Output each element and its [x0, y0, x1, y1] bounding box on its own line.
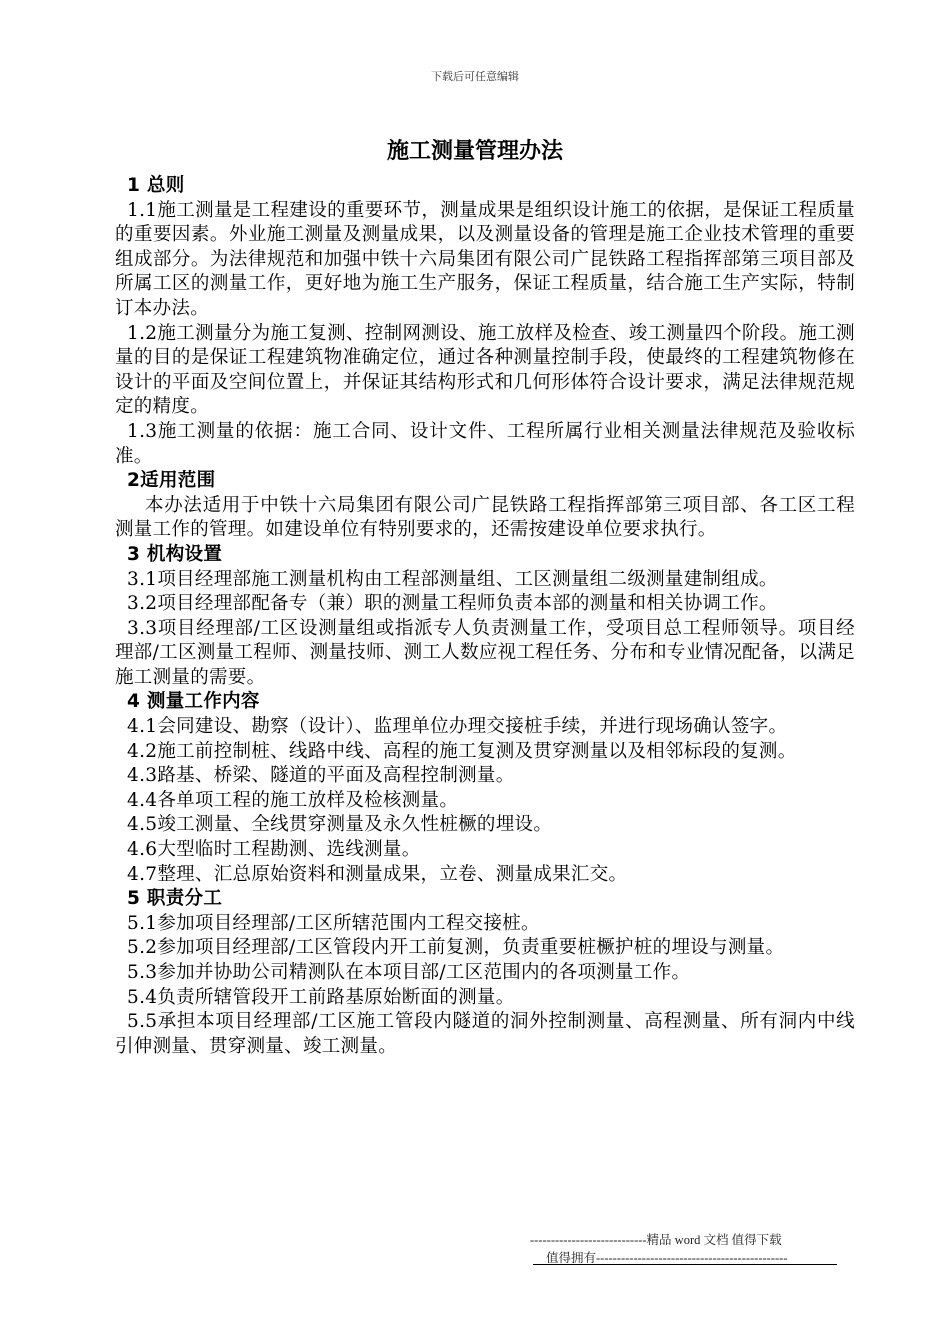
section-heading: 1 总则: [127, 175, 185, 196]
paragraph: 5.2参加项目经理部/工区管段内开工前复测，负责重要桩橛护桩的埋设与测量。: [127, 937, 785, 959]
paragraph: 5.1参加项目经理部/工区所辖范围内工程交接桩。: [127, 912, 540, 934]
page-header: 下载后可任意编辑: [431, 70, 519, 83]
paragraph: 5.4负责所辖管段开工前路基原始断面的测量。: [127, 986, 515, 1008]
paragraph: 1.1施工测量是工程建设的重要环节，测量成果是组织设计施工的依据，是保证工程质量的重要因素。外业施工测量及测量成果，以及测量设备的管理是施工企业技术管理的重要组成部分。为法律规范和加强中铁十六局集团有限公司广昆铁路工程指挥部第三项目部及所属工区的测量工作，更好地为施工生产服务，保证工程质量，结合施工生产实际，特制订本办法。: [115, 199, 855, 319]
paragraph: 4.1会同建设、勘察（设计）、监理单位办理交接桩手续，并进行现场确认签字。: [127, 716, 788, 738]
paragraph: 4.5竣工测量、全线贯穿测量及永久性桩橛的埋设。: [127, 814, 553, 836]
paragraph: 4.4各单项工程的施工放样及检核测量。: [127, 789, 459, 811]
paragraph: 5.5承担本项目经理部/工区施工管段内隧道的洞外控制测量、高程测量、所有洞内中线引伸测量、贯穿测量、竣工测量。: [115, 1011, 855, 1057]
paragraph: 5.3参加并协助公司精测队在本项目部/工区范围内的各项测量工作。: [127, 962, 691, 983]
paragraph: 4.2施工前控制桩、线路中线、高程的施工复测及贯穿测量以及相邻标段的复测。: [127, 740, 797, 762]
paragraph: 3.2项目经理部配备专（兼）职的测量工程师负责本部的测量和相关协调工作。: [127, 593, 778, 615]
section-heading: 3 机构设置: [127, 543, 223, 565]
footer-line-1: ----------------------------精品 word 文档 值得下载: [530, 1233, 782, 1247]
document-title: 施工测量管理办法: [386, 139, 563, 164]
section-heading: 4 测量工作内容: [127, 691, 260, 713]
paragraph: 4.3路基、桥梁、隧道的平面及高程控制测量。: [127, 765, 515, 787]
footer-line-2: 值得拥有----------------------------------------------: [546, 1251, 788, 1265]
section-heading: 5 职责分工: [127, 888, 223, 910]
paragraph: 本办法适用于中铁十六局集团有限公司广昆铁路工程指挥部第三项目部、各工区工程测量工作的管理。如建设单位有特别要求的，还需按建设单位要求执行。: [115, 494, 855, 541]
paragraph: 1.2施工测量分为施工复测、控制网测设、施工放样及检查、竣工测量四个阶段。施工测量的目的是保证工程建筑物准确定位，通过各种测量控制手段，使最终的工程建筑物修在设计的平面及空间位置上，并保证其结构形式和几何形体符合设计要求，满足法律规范规定的精度。: [115, 322, 855, 418]
paragraph: 4.7整理、汇总原始资料和测量成果，立卷、测量成果汇交。: [127, 863, 628, 885]
paragraph: 1.3施工测量的依据：施工合同、设计文件、工程所属行业相关测量法律规范及验收标准。: [115, 420, 855, 467]
paragraph: 3.1项目经理部施工测量机构由工程部测量组、工区测量组二级测量建制组成。: [127, 568, 778, 590]
section-heading: 2适用范围: [127, 470, 216, 492]
document-body: [115, 174, 855, 1059]
footer-divider: [533, 1264, 837, 1265]
paragraph: 3.3项目经理部/工区设测量组或指派专人负责测量工作，受项目总工程师领导。项目经理部/工区测量工程师、测量技师、测工人数应视工程任务、分布和专业情况配备，以满足施工测量的需要。: [115, 617, 855, 688]
paragraph: 4.6大型临时工程勘测、选线测量。: [127, 839, 421, 861]
